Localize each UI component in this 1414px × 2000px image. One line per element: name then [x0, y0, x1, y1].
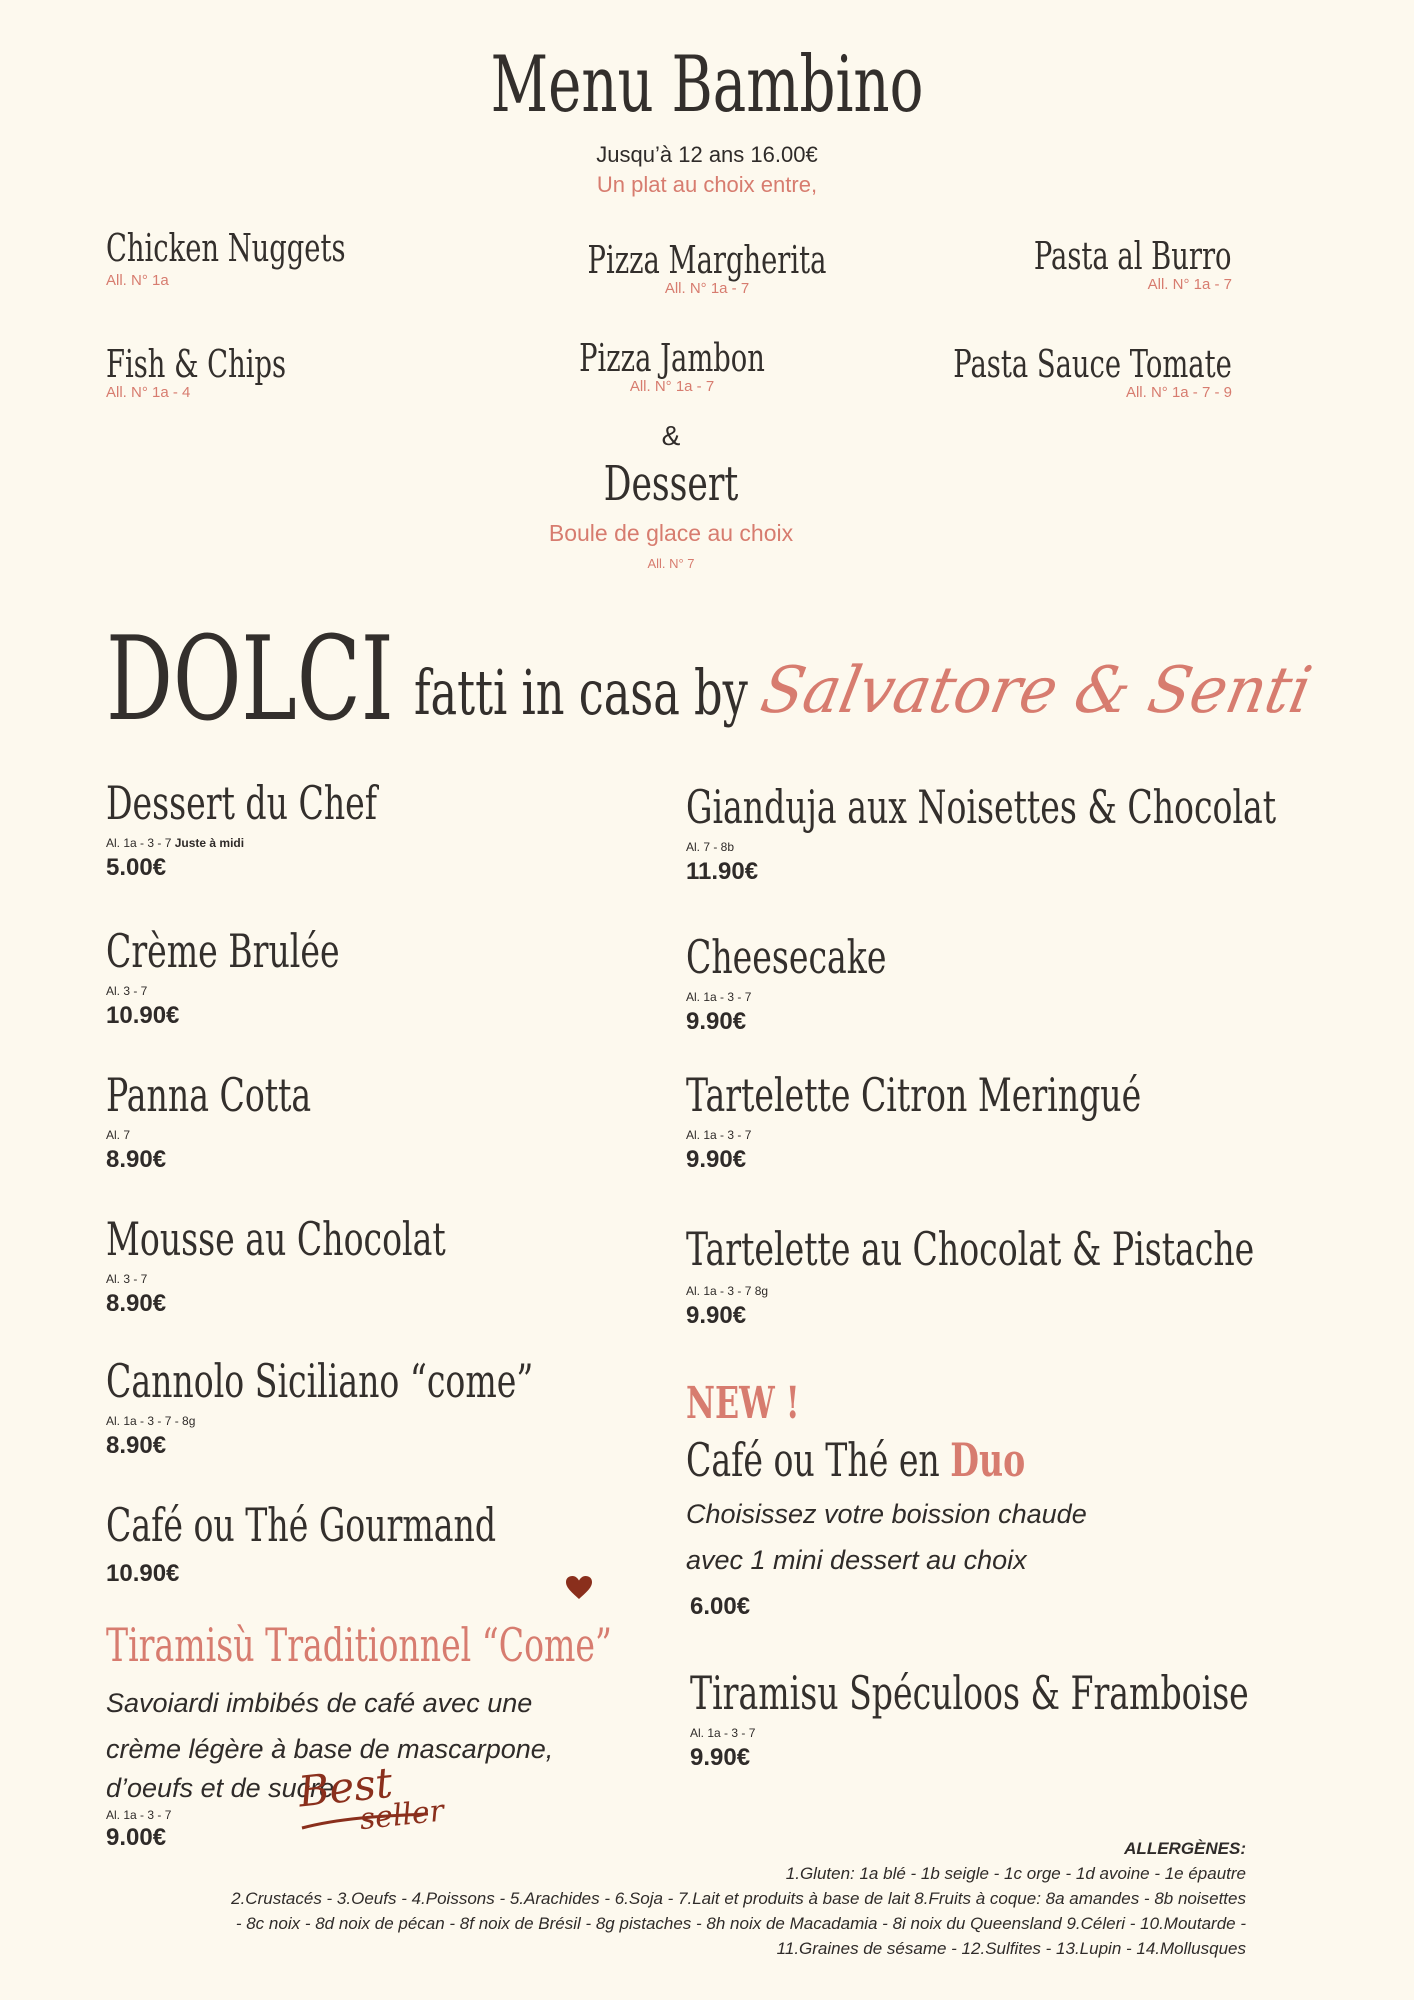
- dessert-item-price: 10.90€: [106, 1560, 180, 1587]
- kid-item-name: Chicken Nuggets: [106, 226, 346, 270]
- dessert-item-note: Juste à midi: [174, 836, 245, 850]
- kid-item-name: Pizza Margherita: [587, 238, 827, 282]
- dessert-item-name: Panna Cotta: [106, 1068, 312, 1122]
- dessert-item-price: 11.90€: [686, 858, 759, 885]
- allergen-line: 1.Gluten: 1a blé - 1b seigle - 1c orge - 1d avoine - 1e épautre: [785, 1864, 1246, 1883]
- kid-item: [457, 238, 957, 297]
- dessert-item-name: Café ou Thé Gourmand: [106, 1498, 497, 1552]
- dessert-item-allergens: Al. 7 - 8b: [686, 840, 735, 854]
- dessert-allergens: All. N° 7: [647, 556, 695, 571]
- dessert-item: [106, 1068, 391, 1174]
- dessert-item-allergens: Al. 1a - 3 - 7: [686, 1128, 752, 1142]
- dessert-title: Dessert: [603, 456, 739, 512]
- ampersand: &: [661, 420, 681, 451]
- dessert-item-name: Cannolo Siciliano “come”: [106, 1354, 534, 1408]
- dessert-item-allergens: Al. 1a - 3 - 7: [686, 990, 752, 1004]
- dessert-item: [686, 930, 964, 1036]
- kid-item-name: Pizza Jambon: [579, 336, 765, 380]
- best-seller-underline: [300, 1812, 430, 1832]
- dessert-item: [690, 1666, 1414, 1772]
- menu-subtitle: Jusqu’à 12 ans 16.00€: [596, 142, 818, 167]
- kid-item: [845, 342, 1232, 401]
- kid-item: [106, 226, 439, 289]
- heart-icon: [566, 1576, 592, 1600]
- allergen-line: - 8c noix - 8d noix de pécan - 8f noix de Brésil - 8g pistaches - 8h noix de Macadamia - 8i noix du Queensland 9.Céleri - 10.Moutarde -: [235, 1914, 1246, 1933]
- dessert-item-name: Dessert du Chef: [106, 776, 378, 830]
- dessert-item-price: 9.90€: [686, 1008, 747, 1035]
- dessert-item-price: 5.00€: [106, 854, 167, 881]
- dessert-item-allergens: Al. 1a - 3 - 7 - 8g: [106, 1414, 196, 1428]
- kid-item-name: Fish & Chips: [106, 342, 287, 386]
- dessert-item-allergens: Al. 1a - 3 - 7 Juste à midi: [106, 836, 245, 850]
- dessert-item-price: 8.90€: [106, 1146, 167, 1173]
- dessert-item-name: Cheesecake: [686, 930, 887, 984]
- allergen-legend-title: ALLERGÈNES:: [1124, 1839, 1246, 1858]
- duo-item: [686, 1378, 1157, 1621]
- dessert-item-price: 8.90€: [106, 1432, 167, 1459]
- dessert-item: [106, 1498, 648, 1588]
- kid-item-allergens: All. N° 1a - 4: [106, 384, 191, 401]
- dolci-subtitle: fatti in casa by: [414, 656, 748, 729]
- dessert-item: [106, 1212, 578, 1318]
- dessert-description: Boule de glace au choix: [548, 520, 794, 546]
- duo-price: 6.00€: [690, 1593, 751, 1620]
- dessert-item-price: 9.90€: [686, 1302, 747, 1329]
- tiramisu-description: Savoiardi imbibés de café avec une crème légère à base de mascarpone, d’oeufs et de sucre: [106, 1688, 554, 1803]
- dessert-item-allergens: Al. 1a - 3 - 7: [690, 1726, 756, 1740]
- dessert-item-price: 8.90€: [106, 1290, 167, 1317]
- kid-item-allergens: All. N° 1a - 7: [1147, 276, 1232, 293]
- dessert-item-price: 10.90€: [106, 1002, 180, 1029]
- tiramisu-name: Tiramisù Traditionnel “Come”: [106, 1618, 612, 1672]
- dessert-item-name: Crème Brulée: [106, 924, 340, 978]
- dessert-item-name: Tiramisu Spéculoos & Framboise: [690, 1666, 1249, 1720]
- dessert-item: [106, 776, 482, 882]
- duo-description: Choisissez votre boission chaude avec 1 mini dessert au choix: [686, 1499, 1087, 1575]
- dessert-item: [106, 1354, 699, 1460]
- dessert-item-name: Mousse au Chocolat: [106, 1212, 446, 1266]
- kid-item-allergens: All. N° 1a: [106, 272, 169, 289]
- dessert-item: [686, 1222, 1414, 1330]
- allergen-legend: [96, 1836, 1246, 1961]
- kid-item: [957, 234, 1232, 293]
- kid-item-allergens: All. N° 1a - 7: [664, 280, 750, 297]
- duo-highlight: Duo: [950, 1433, 1026, 1487]
- tiramisu-allergens: Al. 1a - 3 - 7: [106, 1808, 172, 1822]
- dessert-item-name: Tartelette au Chocolat & Pistache: [686, 1222, 1255, 1276]
- dessert-item-price: 9.90€: [686, 1146, 747, 1173]
- dolci-signature: Salvatore & Senti: [755, 654, 1318, 728]
- best-seller-badge: Best seller: [295, 1757, 446, 1838]
- kid-item-allergens: All. N° 1a - 7 - 9: [1125, 384, 1232, 401]
- dessert-item-allergens: Al. 3 - 7: [106, 984, 148, 998]
- menu-choice: Un plat au choix entre,: [596, 172, 818, 197]
- dessert-item-name: Tartelette Citron Meringué: [686, 1068, 1142, 1122]
- tiramisu-price: 9.00€: [106, 1824, 167, 1851]
- allergen-line: 11.Graines de sésame - 12.Sulfites - 13.Lupin - 14.Mollusques: [776, 1939, 1246, 1958]
- dessert-item-allergens: Al. 3 - 7: [106, 1272, 148, 1286]
- kid-item: [106, 342, 356, 401]
- dessert-item: [686, 780, 1414, 886]
- duo-name: Café ou Thé en Duo: [686, 1433, 1026, 1487]
- kid-item-name: Pasta al Burro: [1034, 234, 1232, 278]
- menu-title: Menu Bambino: [490, 40, 924, 130]
- dessert-item-name: Gianduja aux Noisettes & Chocolat: [686, 780, 1277, 834]
- dessert-item-allergens: Al. 7: [106, 1128, 131, 1142]
- dessert-item-price: 9.90€: [690, 1744, 751, 1771]
- dolci-title: DOLCI: [106, 612, 394, 747]
- dessert-item-allergens: Al. 1a - 3 - 7 8g: [686, 1284, 769, 1298]
- dessert-item: [106, 924, 430, 1030]
- kid-item-name: Pasta Sauce Tomate: [953, 342, 1232, 386]
- new-label: NEW !: [686, 1378, 800, 1429]
- allergen-line: 2.Crustacés - 3.Oeufs - 4.Poissons - 5.Arachides - 6.Soja - 7.Lait et produits à base de lait 8.Fruits à coque: 8a amandes - 8b noisettes: [231, 1889, 1246, 1908]
- dessert-item: [686, 1068, 1318, 1174]
- kid-item-allergens: All. N° 1a - 7: [629, 378, 715, 395]
